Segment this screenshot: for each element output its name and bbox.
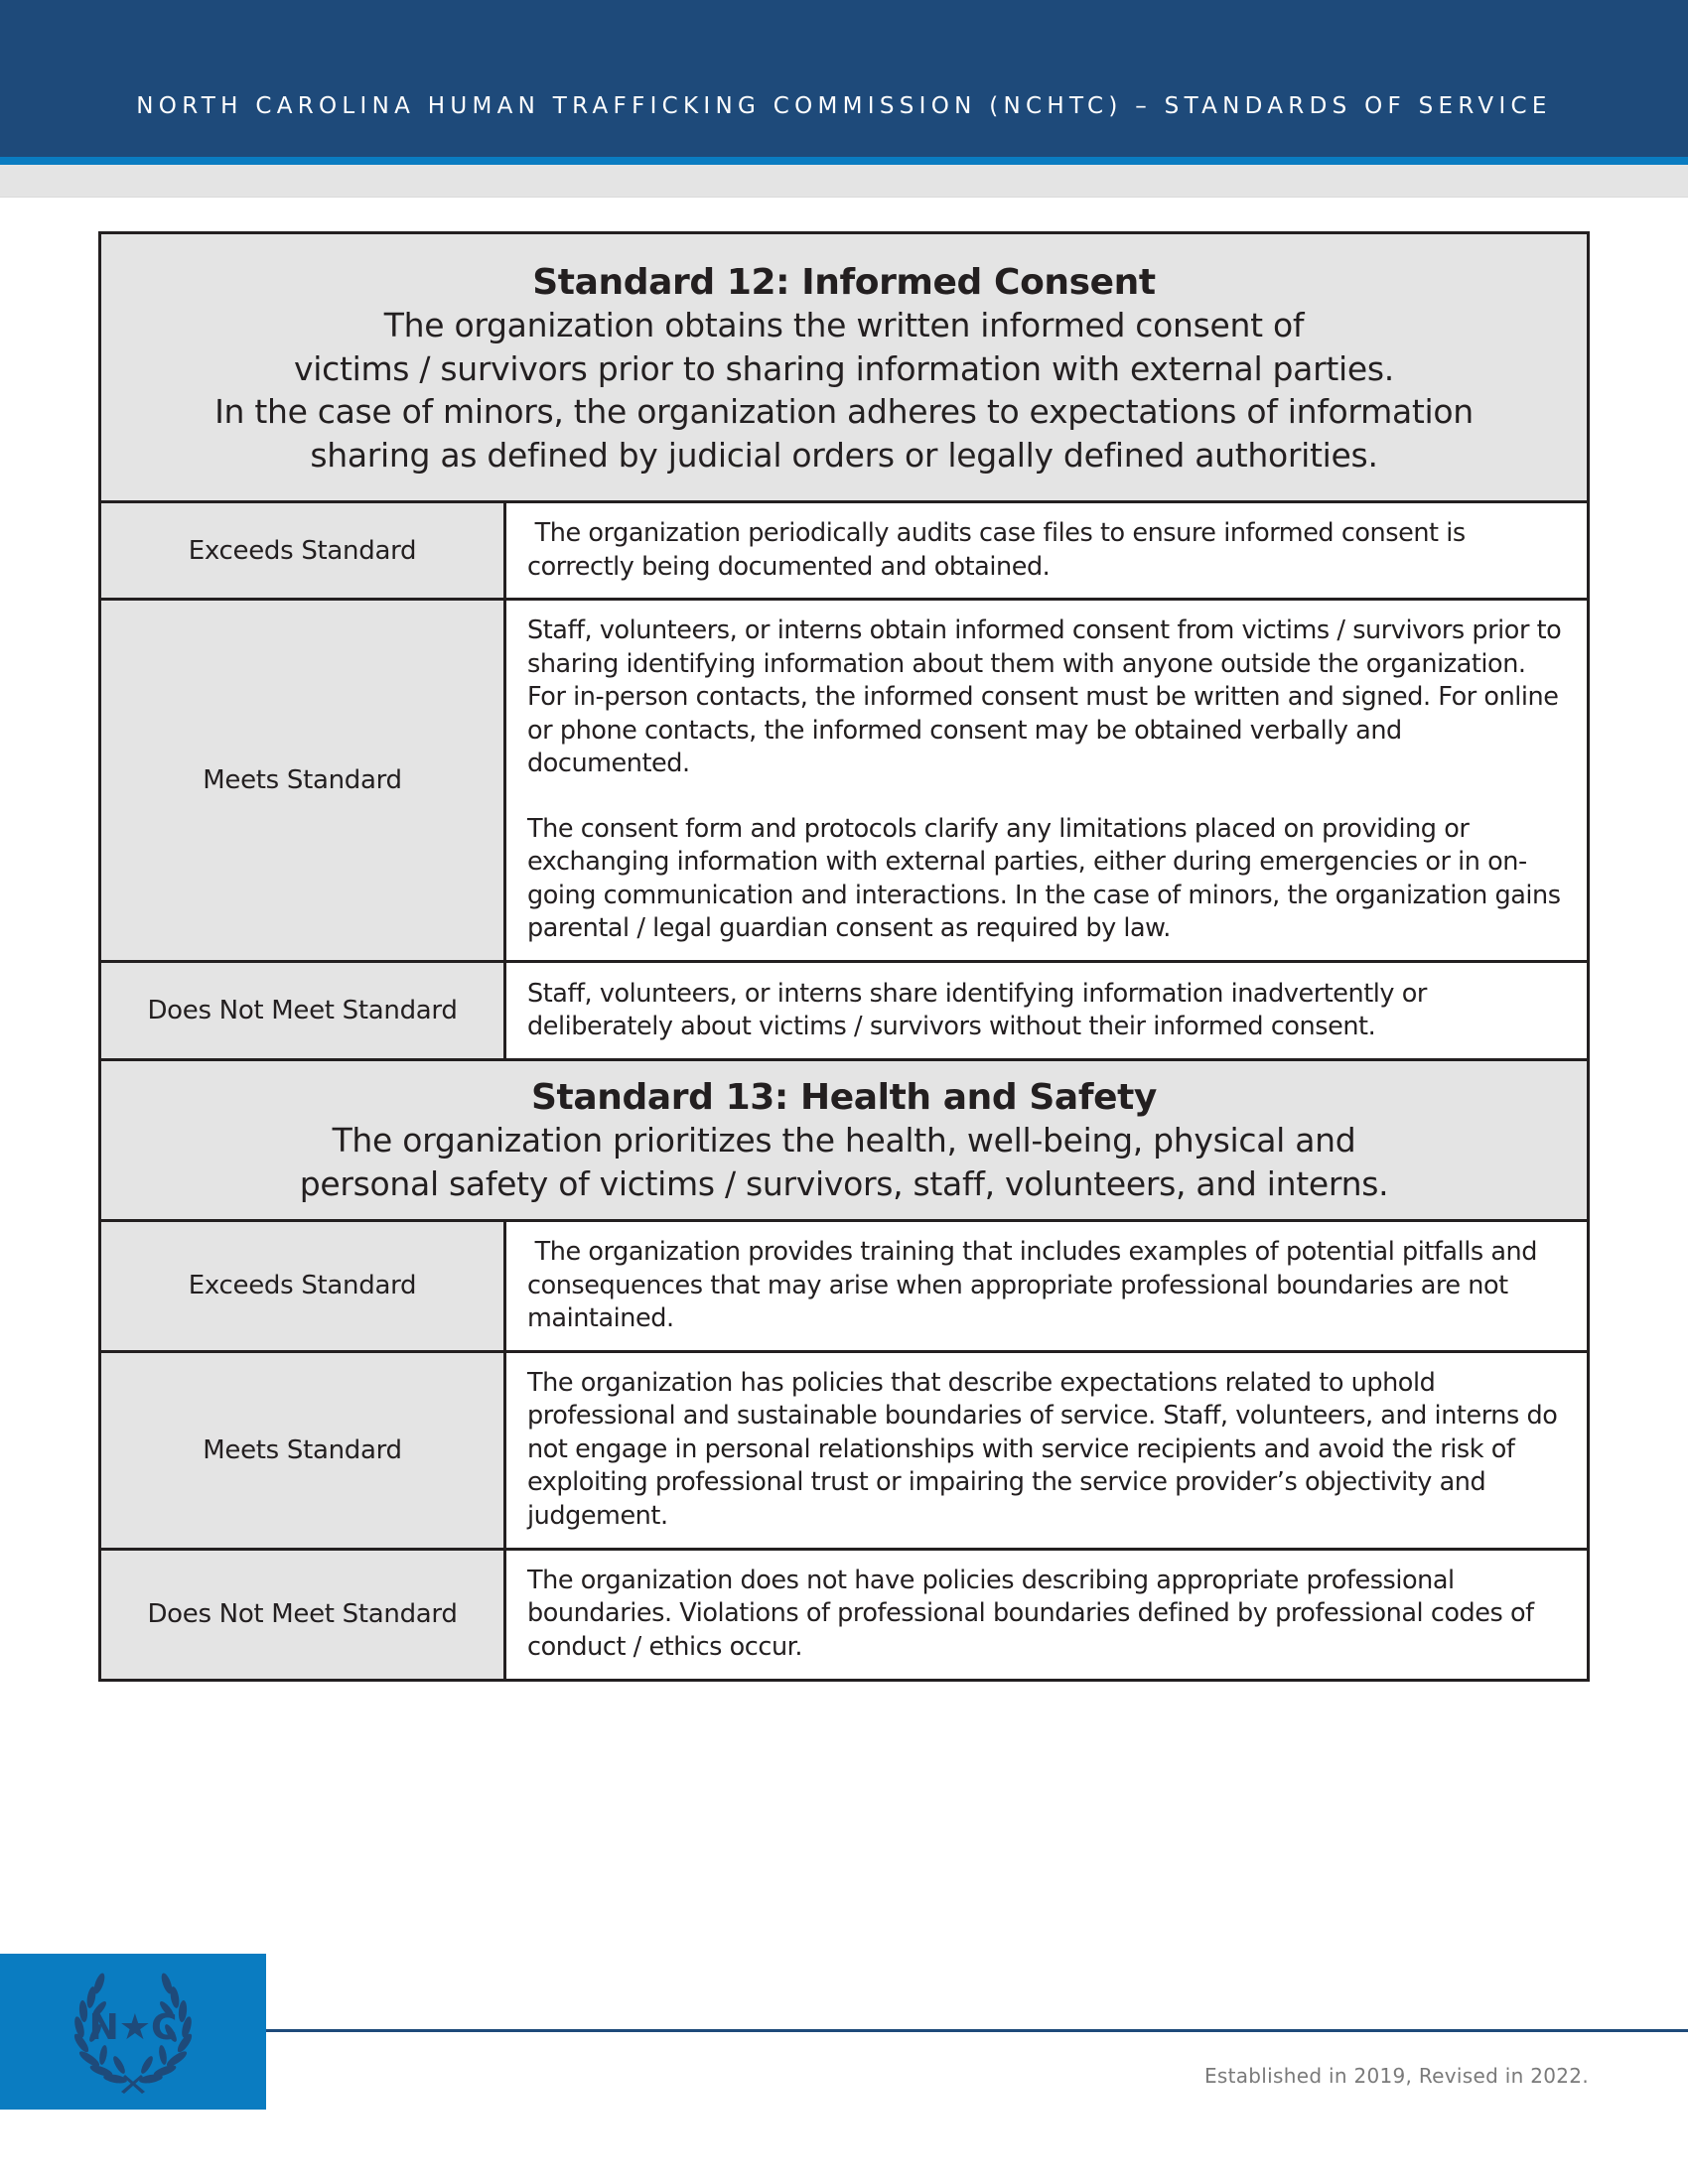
criteria-text: The organization periodically audits case files to ensure informed consent is correctly being documented and obtained. [527, 518, 1474, 582]
criteria-text: Staff, volunteers, or interns obtain informed consent from victims / survivors prior to sharing identifying information about them with anyone outside the organization. For in-person contacts, the informed consent must be written and signed. For online or phone contacts, the informed consent may be obtained verbally and documented. [527, 615, 1562, 779]
level-label: Exceeds Standard [100, 502, 505, 600]
criteria-cell [505, 1221, 1589, 1352]
table-row [100, 502, 1589, 600]
standard-description-line: The organization prioritizes the health, well-being, physical and [332, 1121, 1356, 1160]
criteria-cell [505, 962, 1589, 1060]
standard-header-row [100, 1060, 1589, 1221]
table-row [100, 962, 1589, 1060]
level-label: Does Not Meet Standard [100, 1549, 505, 1680]
nc-laurel-wreath-logo-icon [70, 1968, 197, 2097]
document-header-title: NORTH CAROLINA HUMAN TRAFFICKING COMMISSION (NCHTC) – STANDARDS OF SERVICE [136, 93, 1552, 119]
header-accent-stripe [0, 157, 1688, 165]
criteria-text: Staff, volunteers, or interns share identifying information inadvertently or deliberately about victims / survivors without their informed consent. [527, 978, 1427, 1041]
standard-13-header [100, 1060, 1589, 1221]
level-label: Meets Standard [100, 600, 505, 962]
criteria-text: The consent form and protocols clarify any limitations placed on providing or exchanging information with external parties, either during emergencies or in on-going communication and interactions. In the case of minors, the organization gains parental / legal guardian consent as required by law. [527, 813, 1561, 944]
logo-text: N★C [88, 2007, 178, 2048]
criteria-text: The organization does not have policies describing appropriate professional boundaries. Violations of professional boundaries defined by professional codes of conduct / ethics occur. [527, 1565, 1534, 1662]
table-row [100, 1221, 1589, 1352]
standard-title: Standard 13: Health and Safety [531, 1077, 1157, 1118]
standard-description-line: personal safety of victims / survivors, staff, volunteers, and interns. [299, 1163, 1389, 1203]
standard-description-line: In the case of minors, the organization adheres to expectations of information [214, 392, 1474, 431]
criteria-text: The organization provides training that includes examples of potential pitfalls and consequences that may arise when appropriate professional boundaries are not maintained. [527, 1237, 1545, 1333]
standard-description-line: victims / survivors prior to sharing information with external parties. [294, 348, 1394, 388]
level-label: Meets Standard [100, 1351, 505, 1549]
footer-revision-note: Established in 2019, Revised in 2022. [1203, 2064, 1589, 2088]
criteria-cell [505, 600, 1589, 962]
criteria-cell [505, 1351, 1589, 1549]
footer-divider [266, 2029, 1688, 2032]
criteria-cell [505, 1549, 1589, 1680]
standard-description-line: The organization obtains the written informed consent of [383, 306, 1305, 344]
header-banner [0, 0, 1688, 157]
standard-title: Standard 12: Informed Consent [532, 262, 1156, 303]
level-label: Exceeds Standard [100, 1221, 505, 1352]
standard-header-row [100, 233, 1589, 502]
criteria-text: The organization has policies that describe expectations related to uphold professional and sustainable boundaries of service. Staff, volunteers, and interns do not engage in personal relationships with service recipients and avoid the risk of exploiting professional trust or impairing the service provider’s objectivity and judgement. [527, 1367, 1558, 1531]
level-label: Does Not Meet Standard [100, 962, 505, 1060]
table-row [100, 600, 1589, 962]
table-row [100, 1549, 1589, 1680]
header-gray-band [0, 165, 1688, 198]
standard-description-line: sharing as defined by judicial orders or legally defined authorities. [310, 435, 1378, 475]
table-row [100, 1351, 1589, 1549]
criteria-cell [505, 502, 1589, 600]
standard-12-header [100, 233, 1589, 502]
nc-logo [0, 1954, 266, 2110]
standards-table [98, 231, 1590, 1682]
